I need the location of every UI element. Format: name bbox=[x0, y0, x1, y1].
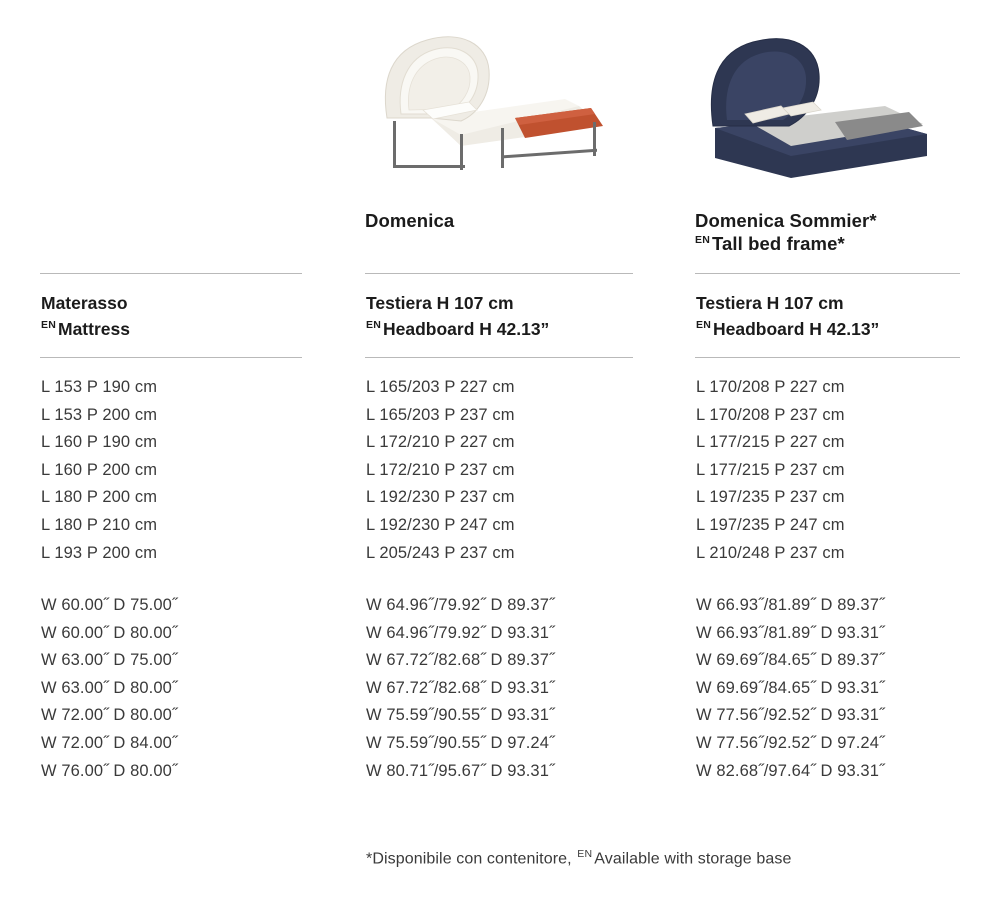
en-prefix: EN bbox=[41, 319, 56, 332]
list-item: W 80.71˝/95.67˝ D 93.31˝ bbox=[366, 761, 555, 780]
footnote bbox=[366, 848, 791, 868]
en-prefix: EN bbox=[366, 319, 381, 332]
list-item: L 180 P 210 cm bbox=[41, 515, 158, 534]
list-item: W 77.56˝/92.52˝ D 97.24˝ bbox=[696, 733, 885, 752]
list-item: L 165/203 P 227 cm bbox=[366, 378, 515, 396]
list-item: W 75.59˝/90.55˝ D 97.24˝ bbox=[366, 733, 555, 752]
column-heading-sommier-en-line bbox=[696, 316, 964, 342]
list-item: W 75.59˝/90.55˝ D 93.31˝ bbox=[366, 706, 555, 725]
list-item: W 67.72˝/82.68˝ D 89.37˝ bbox=[366, 651, 555, 670]
domenica-product-image bbox=[365, 22, 633, 182]
list-item: L 197/235 P 237 cm bbox=[696, 488, 845, 507]
list-item: L 172/210 P 227 cm bbox=[366, 433, 515, 452]
list-item: L 193 P 200 cm bbox=[41, 543, 158, 562]
metric-list-domenica bbox=[366, 374, 515, 567]
footnote-it: *Disponibile con contenitore, bbox=[366, 850, 572, 868]
column-heading-sommier-en: Headboard H 42.13” bbox=[713, 319, 880, 340]
list-item: W 72.00˝ D 80.00˝ bbox=[41, 706, 178, 725]
list-item: L 153 P 200 cm bbox=[41, 405, 158, 424]
column-heading-mattress-it: Materasso bbox=[41, 293, 128, 313]
divider-top-sommier bbox=[695, 273, 960, 274]
metric-list-sommier bbox=[696, 374, 845, 567]
column-heading-domenica-it: Testiera H 107 cm bbox=[366, 293, 514, 313]
en-prefix: EN bbox=[696, 319, 711, 332]
list-item: L 192/230 P 237 cm bbox=[366, 488, 515, 507]
list-item: W 64.96˝/79.92˝ D 93.31˝ bbox=[366, 623, 555, 642]
column-heading-mattress-en-line bbox=[41, 316, 303, 342]
list-item: L 153 P 190 cm bbox=[41, 378, 158, 396]
list-item: L 172/210 P 237 cm bbox=[366, 460, 515, 479]
divider-top-mattress bbox=[40, 273, 302, 274]
list-item: L 210/248 P 237 cm bbox=[696, 543, 845, 562]
list-item: W 60.00˝ D 75.00˝ bbox=[41, 596, 178, 614]
column-heading-mattress bbox=[41, 290, 303, 343]
imperial-list-sommier bbox=[696, 592, 885, 785]
list-item: L 165/203 P 237 cm bbox=[366, 405, 515, 424]
list-item: W 77.56˝/92.52˝ D 93.31˝ bbox=[696, 706, 885, 725]
list-item: L 160 P 190 cm bbox=[41, 433, 158, 452]
list-item: W 76.00˝ D 80.00˝ bbox=[41, 761, 178, 780]
divider-bottom-mattress bbox=[40, 357, 302, 358]
list-item: L 177/215 P 227 cm bbox=[696, 433, 845, 452]
list-item: W 63.00˝ D 80.00˝ bbox=[41, 678, 178, 697]
list-item: W 69.69˝/84.65˝ D 93.31˝ bbox=[696, 678, 885, 697]
list-item: L 197/235 P 247 cm bbox=[696, 515, 845, 534]
en-prefix: EN bbox=[695, 233, 710, 246]
product-name-domenica-label: Domenica bbox=[365, 210, 455, 231]
sommier-product-image bbox=[695, 22, 960, 182]
list-item: L 177/215 P 237 cm bbox=[696, 460, 845, 479]
column-heading-domenica-en-line bbox=[366, 316, 634, 342]
en-prefix: EN bbox=[577, 848, 593, 860]
list-item: W 67.72˝/82.68˝ D 93.31˝ bbox=[366, 678, 555, 697]
imperial-list-domenica bbox=[366, 592, 555, 785]
metric-list-mattress bbox=[41, 374, 157, 567]
list-item: W 63.00˝ D 75.00˝ bbox=[41, 651, 178, 670]
product-name-sommier-label-it: Domenica Sommier* bbox=[695, 210, 877, 231]
list-item: W 66.93˝/81.89˝ D 93.31˝ bbox=[696, 623, 885, 642]
list-item: W 60.00˝ D 80.00˝ bbox=[41, 623, 178, 642]
list-item: L 170/208 P 237 cm bbox=[696, 405, 845, 424]
list-item: W 82.68˝/97.64˝ D 93.31˝ bbox=[696, 761, 885, 780]
divider-bottom-domenica bbox=[365, 357, 633, 358]
column-heading-domenica-en: Headboard H 42.13” bbox=[383, 319, 550, 340]
divider-bottom-sommier bbox=[695, 357, 960, 358]
imperial-list-mattress bbox=[41, 592, 178, 785]
column-heading-domenica bbox=[366, 290, 634, 343]
product-name-sommier bbox=[695, 209, 970, 255]
list-item: W 69.69˝/84.65˝ D 89.37˝ bbox=[696, 651, 885, 670]
product-name-sommier-label-en: Tall bed frame* bbox=[712, 233, 845, 255]
list-item: W 72.00˝ D 84.00˝ bbox=[41, 733, 178, 752]
list-item: W 64.96˝/79.92˝ D 89.37˝ bbox=[366, 596, 555, 614]
column-heading-mattress-en: Mattress bbox=[58, 319, 130, 340]
product-name-domenica bbox=[365, 209, 633, 232]
list-item: W 66.93˝/81.89˝ D 89.37˝ bbox=[696, 596, 885, 614]
divider-top-domenica bbox=[365, 273, 633, 274]
list-item: L 205/243 P 237 cm bbox=[366, 543, 515, 562]
column-heading-sommier bbox=[696, 290, 964, 343]
list-item: L 180 P 200 cm bbox=[41, 488, 158, 507]
list-item: L 192/230 P 247 cm bbox=[366, 515, 515, 534]
footnote-en: Available with storage base bbox=[594, 850, 792, 868]
column-heading-sommier-it: Testiera H 107 cm bbox=[696, 293, 844, 313]
list-item: L 160 P 200 cm bbox=[41, 460, 158, 479]
product-name-sommier-label-en-line bbox=[695, 232, 970, 255]
list-item: L 170/208 P 227 cm bbox=[696, 378, 845, 396]
